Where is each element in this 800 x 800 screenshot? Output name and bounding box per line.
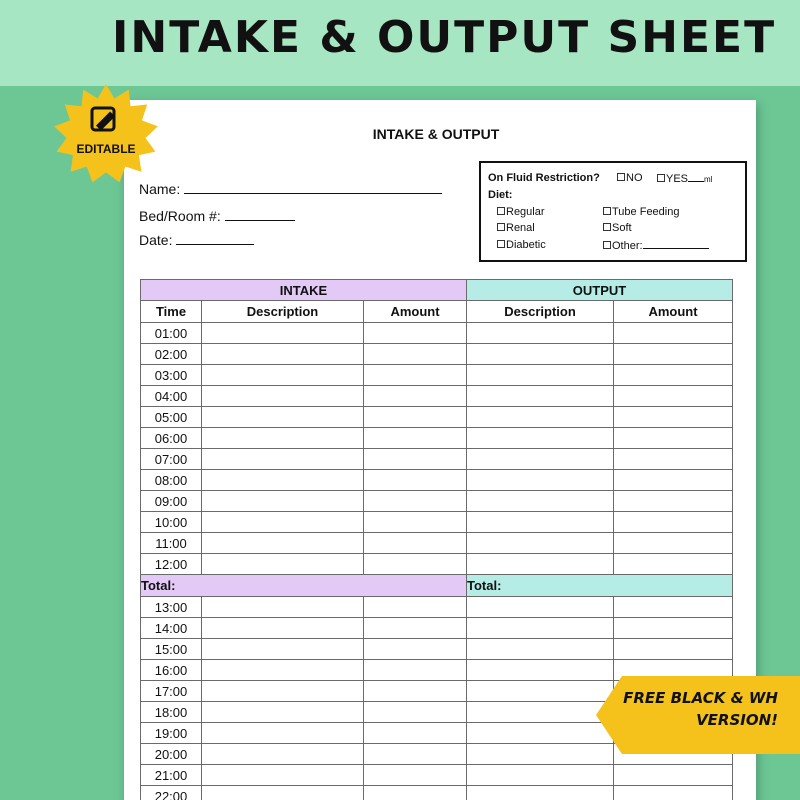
time-cell: 01:00 bbox=[141, 323, 202, 344]
intake-amount-cell[interactable] bbox=[364, 344, 467, 365]
output-amount-cell[interactable] bbox=[614, 786, 733, 800]
intake-description-cell[interactable] bbox=[202, 681, 364, 702]
time-row bbox=[141, 407, 733, 428]
output-description-cell[interactable] bbox=[467, 407, 614, 428]
col-time: Time bbox=[141, 301, 202, 323]
output-amount-cell[interactable] bbox=[614, 554, 733, 575]
intake-amount-cell[interactable] bbox=[364, 512, 467, 533]
output-amount-cell[interactable] bbox=[614, 323, 733, 344]
diet-other-line[interactable] bbox=[643, 239, 709, 249]
intake-description-cell[interactable] bbox=[202, 702, 364, 723]
time-cell: 13:00 bbox=[141, 597, 202, 618]
fluid-ml-unit: ml bbox=[704, 175, 713, 184]
output-amount-cell[interactable] bbox=[614, 365, 733, 386]
intake-amount-cell[interactable] bbox=[364, 554, 467, 575]
time-cell: 20:00 bbox=[141, 744, 202, 765]
intake-description-cell[interactable] bbox=[202, 744, 364, 765]
time-cell: 18:00 bbox=[141, 702, 202, 723]
output-description-cell[interactable] bbox=[467, 470, 614, 491]
intake-amount-cell[interactable] bbox=[364, 723, 467, 744]
intake-amount-cell[interactable] bbox=[364, 449, 467, 470]
intake-amount-cell[interactable] bbox=[364, 533, 467, 554]
date-label: Date: bbox=[139, 232, 173, 248]
intake-amount-cell[interactable] bbox=[364, 660, 467, 681]
time-cell: 08:00 bbox=[141, 470, 202, 491]
time-cell: 09:00 bbox=[141, 491, 202, 512]
output-description-cell[interactable] bbox=[467, 723, 614, 744]
intake-description-cell[interactable] bbox=[202, 512, 364, 533]
time-cell: 21:00 bbox=[141, 765, 202, 786]
output-description-cell[interactable] bbox=[467, 344, 614, 365]
fluid-yes-option[interactable] bbox=[657, 172, 712, 185]
intake-description-cell[interactable] bbox=[202, 554, 364, 575]
time-row bbox=[141, 470, 733, 491]
intake-amount-cell[interactable] bbox=[364, 597, 467, 618]
diet-option-regular[interactable] bbox=[497, 206, 545, 218]
output-description-cell[interactable] bbox=[467, 386, 614, 407]
time-row bbox=[141, 344, 733, 365]
output-amount-cell[interactable] bbox=[614, 765, 733, 786]
intake-amount-cell[interactable] bbox=[364, 323, 467, 344]
output-description-cell[interactable] bbox=[467, 512, 614, 533]
output-description-cell[interactable] bbox=[467, 554, 614, 575]
output-description-cell[interactable] bbox=[467, 597, 614, 618]
diet-option-soft[interactable] bbox=[603, 222, 632, 234]
col-intake-description: Description bbox=[202, 301, 364, 323]
intake-amount-cell[interactable] bbox=[364, 428, 467, 449]
checkbox-icon[interactable] bbox=[657, 174, 665, 182]
intake-amount-cell[interactable] bbox=[364, 407, 467, 428]
intake-description-cell[interactable] bbox=[202, 765, 364, 786]
output-amount-cell[interactable] bbox=[614, 428, 733, 449]
intake-amount-cell[interactable] bbox=[364, 365, 467, 386]
intake-total[interactable]: Total: bbox=[141, 575, 467, 597]
output-description-cell[interactable] bbox=[467, 449, 614, 470]
bed-room-line[interactable] bbox=[225, 207, 295, 221]
bed-room-label: Bed/Room #: bbox=[139, 208, 221, 224]
output-description-cell[interactable] bbox=[467, 702, 614, 723]
diet-option-other[interactable] bbox=[603, 239, 709, 252]
column-header-row bbox=[141, 301, 733, 323]
promo-text bbox=[623, 687, 778, 731]
name-field[interactable] bbox=[139, 180, 442, 197]
diet-option-label: Diabetic bbox=[506, 239, 546, 251]
diet-option-label: Soft bbox=[612, 222, 632, 234]
total-row bbox=[141, 575, 733, 597]
time-cell: 12:00 bbox=[141, 554, 202, 575]
intake-amount-cell[interactable] bbox=[364, 386, 467, 407]
badge-seal-shape bbox=[54, 84, 158, 182]
fluid-restriction-label: On Fluid Restriction? bbox=[488, 172, 600, 184]
time-cell: 17:00 bbox=[141, 681, 202, 702]
output-amount-cell[interactable] bbox=[614, 618, 733, 639]
time-row bbox=[141, 428, 733, 449]
banner bbox=[0, 0, 800, 86]
col-output-description: Description bbox=[467, 301, 614, 323]
fluid-ml-line[interactable] bbox=[688, 172, 704, 182]
time-cell: 14:00 bbox=[141, 618, 202, 639]
diet-option-tube-feeding[interactable] bbox=[603, 206, 679, 218]
time-cell: 02:00 bbox=[141, 344, 202, 365]
time-row bbox=[141, 554, 733, 575]
intake-amount-cell[interactable] bbox=[364, 765, 467, 786]
time-cell: 19:00 bbox=[141, 723, 202, 744]
time-cell: 03:00 bbox=[141, 365, 202, 386]
diet-box bbox=[479, 161, 747, 262]
editable-label: EDITABLE bbox=[76, 142, 136, 156]
date-line[interactable] bbox=[176, 231, 254, 245]
intake-amount-cell[interactable] bbox=[364, 470, 467, 491]
badge-seal-icon bbox=[54, 82, 158, 186]
col-output-amount: Amount bbox=[614, 301, 733, 323]
intake-amount-cell[interactable] bbox=[364, 681, 467, 702]
time-row bbox=[141, 597, 733, 618]
output-description-cell[interactable] bbox=[467, 323, 614, 344]
intake-amount-cell[interactable] bbox=[364, 744, 467, 765]
intake-description-cell[interactable] bbox=[202, 533, 364, 554]
intake-description-cell[interactable] bbox=[202, 344, 364, 365]
promo-ribbon bbox=[596, 676, 800, 766]
output-amount-cell[interactable] bbox=[614, 491, 733, 512]
rows-first-half bbox=[141, 323, 733, 575]
time-row bbox=[141, 323, 733, 344]
intake-description-cell[interactable] bbox=[202, 428, 364, 449]
diet-label: Diet: bbox=[488, 189, 513, 201]
output-description-cell[interactable] bbox=[467, 618, 614, 639]
time-cell: 06:00 bbox=[141, 428, 202, 449]
time-cell: 15:00 bbox=[141, 639, 202, 660]
intake-description-cell[interactable] bbox=[202, 660, 364, 681]
diet-option-label: Renal bbox=[506, 222, 535, 234]
checkbox-icon[interactable] bbox=[497, 223, 505, 231]
diet-option-label: Other: bbox=[612, 240, 643, 252]
output-amount-cell[interactable] bbox=[614, 512, 733, 533]
output-amount-cell[interactable] bbox=[614, 386, 733, 407]
intake-amount-cell[interactable] bbox=[364, 786, 467, 800]
bed-room-field[interactable] bbox=[139, 207, 295, 224]
intake-description-cell[interactable] bbox=[202, 470, 364, 491]
time-row bbox=[141, 512, 733, 533]
output-amount-cell[interactable] bbox=[614, 470, 733, 491]
output-description-cell[interactable] bbox=[467, 639, 614, 660]
intake-description-cell[interactable] bbox=[202, 786, 364, 800]
time-cell: 11:00 bbox=[141, 533, 202, 554]
output-amount-cell[interactable] bbox=[614, 344, 733, 365]
time-row bbox=[141, 618, 733, 639]
time-cell: 22:00 bbox=[141, 786, 202, 800]
intake-amount-cell[interactable] bbox=[364, 618, 467, 639]
time-row bbox=[141, 449, 733, 470]
col-intake-amount: Amount bbox=[364, 301, 467, 323]
output-header: OUTPUT bbox=[467, 280, 733, 301]
intake-description-cell[interactable] bbox=[202, 618, 364, 639]
output-amount-cell[interactable] bbox=[614, 639, 733, 660]
diet-option-renal[interactable] bbox=[497, 222, 535, 234]
name-label: Name: bbox=[139, 181, 181, 197]
time-row bbox=[141, 365, 733, 386]
intake-amount-cell[interactable] bbox=[364, 639, 467, 660]
intake-description-cell[interactable] bbox=[202, 386, 364, 407]
output-description-cell[interactable] bbox=[467, 491, 614, 512]
intake-description-cell[interactable] bbox=[202, 323, 364, 344]
intake-amount-cell[interactable] bbox=[364, 491, 467, 512]
output-amount-cell[interactable] bbox=[614, 533, 733, 554]
checkbox-icon[interactable] bbox=[497, 240, 505, 248]
sheet-title: INTAKE & OUTPUT bbox=[372, 126, 500, 142]
banner-title: INTAKE & OUTPUT SHEET bbox=[112, 12, 777, 63]
fluid-no-label: NO bbox=[626, 172, 643, 184]
name-line[interactable] bbox=[184, 180, 442, 194]
time-row bbox=[141, 786, 733, 800]
output-description-cell[interactable] bbox=[467, 744, 614, 765]
time-row bbox=[141, 491, 733, 512]
intake-description-cell[interactable] bbox=[202, 723, 364, 744]
time-row bbox=[141, 639, 733, 660]
time-row bbox=[141, 533, 733, 554]
section-header-row bbox=[141, 280, 733, 301]
date-field[interactable] bbox=[139, 231, 254, 248]
diet-option-label: Tube Feeding bbox=[612, 206, 680, 218]
diet-option-label: Regular bbox=[506, 206, 545, 218]
checkbox-icon[interactable] bbox=[497, 207, 505, 215]
fluid-yes-label: YES bbox=[666, 173, 689, 185]
promo-line-1: FREE BLACK & WH bbox=[623, 689, 778, 707]
time-cell: 10:00 bbox=[141, 512, 202, 533]
output-description-cell[interactable] bbox=[467, 765, 614, 786]
diet-option-diabetic[interactable] bbox=[497, 239, 546, 251]
intake-description-cell[interactable] bbox=[202, 597, 364, 618]
output-description-cell[interactable] bbox=[467, 681, 614, 702]
checkbox-icon[interactable] bbox=[603, 207, 611, 215]
intake-description-cell[interactable] bbox=[202, 639, 364, 660]
checkbox-icon[interactable] bbox=[603, 223, 611, 231]
output-amount-cell[interactable] bbox=[614, 407, 733, 428]
checkbox-icon[interactable] bbox=[603, 241, 611, 249]
output-description-cell[interactable] bbox=[467, 786, 614, 800]
checkbox-icon[interactable] bbox=[617, 173, 625, 181]
promo-line-2: VERSION! bbox=[696, 711, 778, 729]
time-row bbox=[141, 386, 733, 407]
fluid-no-option[interactable] bbox=[617, 172, 643, 184]
time-cell: 04:00 bbox=[141, 386, 202, 407]
output-amount-cell[interactable] bbox=[614, 597, 733, 618]
intake-description-cell[interactable] bbox=[202, 407, 364, 428]
totals-section bbox=[141, 575, 733, 597]
time-cell: 05:00 bbox=[141, 407, 202, 428]
output-description-cell[interactable] bbox=[467, 533, 614, 554]
time-row bbox=[141, 765, 733, 786]
editable-badge bbox=[54, 82, 158, 186]
time-cell: 16:00 bbox=[141, 660, 202, 681]
output-amount-cell[interactable] bbox=[614, 449, 733, 470]
output-description-cell[interactable] bbox=[467, 660, 614, 681]
intake-amount-cell[interactable] bbox=[364, 702, 467, 723]
intake-description-cell[interactable] bbox=[202, 365, 364, 386]
intake-description-cell[interactable] bbox=[202, 491, 364, 512]
intake-header: INTAKE bbox=[141, 280, 467, 301]
output-description-cell[interactable] bbox=[467, 365, 614, 386]
intake-description-cell[interactable] bbox=[202, 449, 364, 470]
output-description-cell[interactable] bbox=[467, 428, 614, 449]
time-cell: 07:00 bbox=[141, 449, 202, 470]
output-total[interactable]: Total: bbox=[467, 575, 733, 597]
